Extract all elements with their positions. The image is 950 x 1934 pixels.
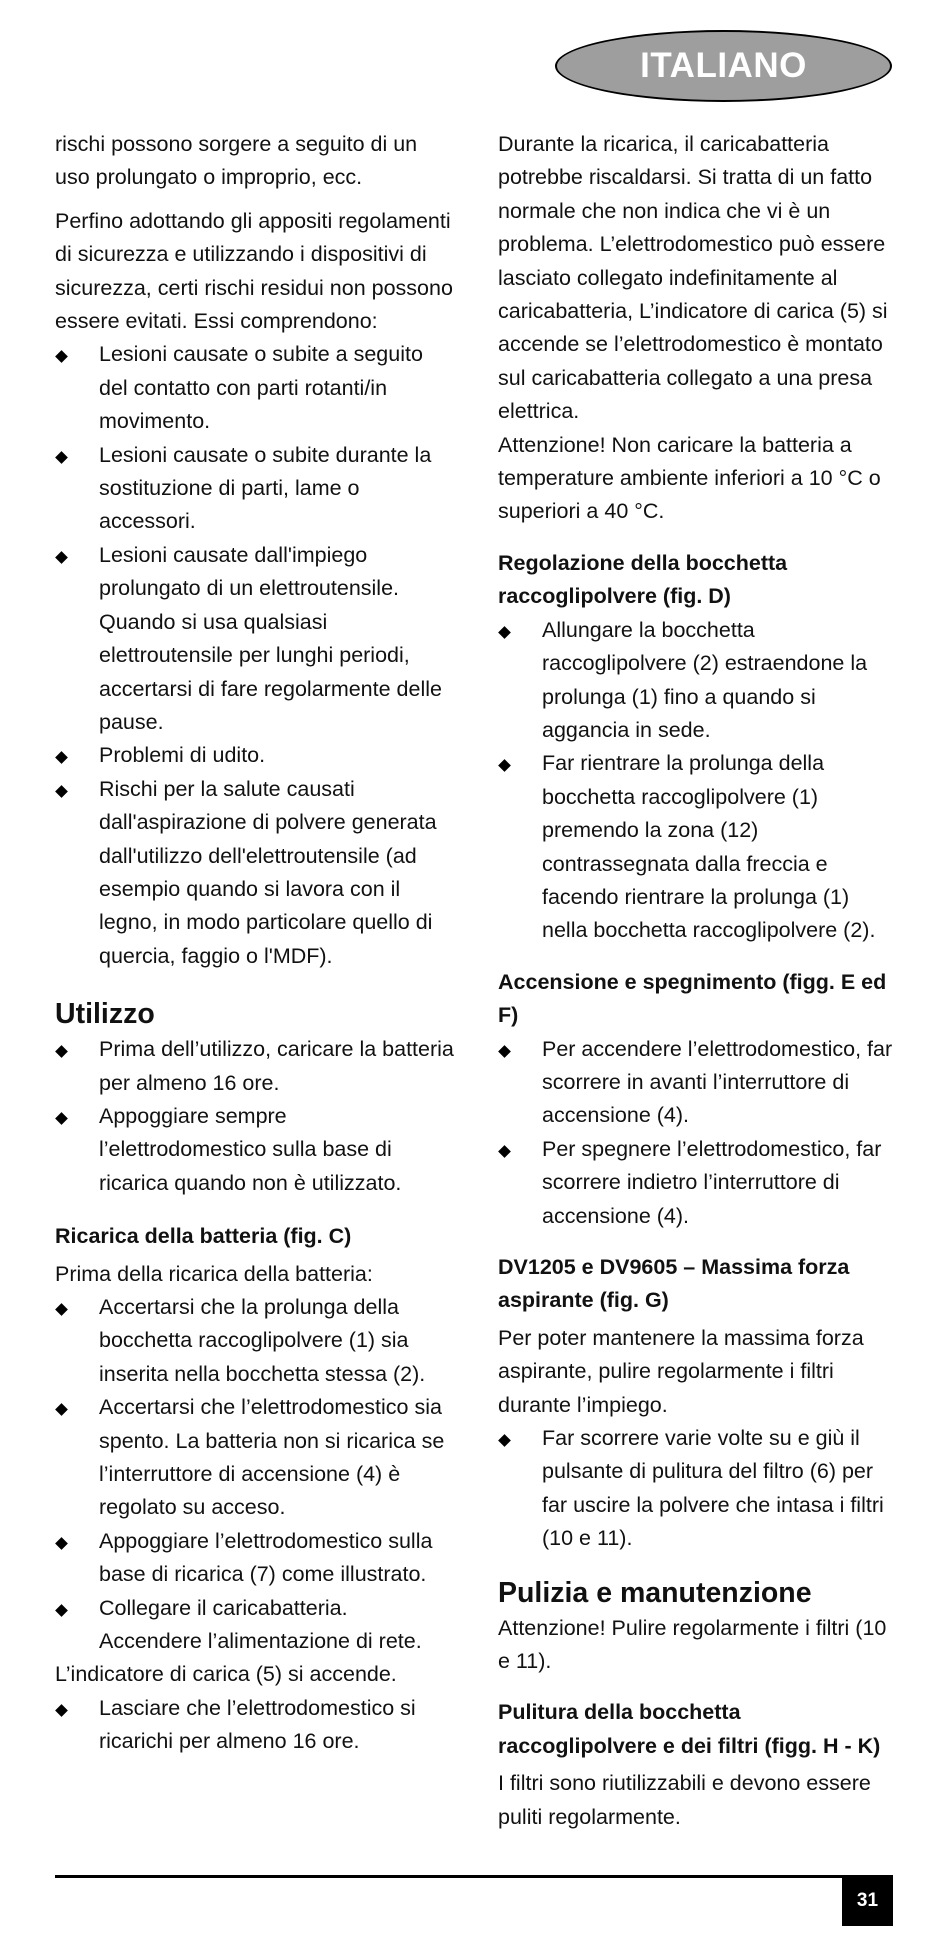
paragraph: rischi possono sorgere a seguito di un uso prolungato o improprio, ecc.	[55, 132, 418, 190]
diamond-bullet-icon	[55, 1403, 68, 1416]
subsection-heading-forza: DV1205 e DV9605 – Massima forza aspirante (fig. G)	[498, 1255, 850, 1313]
list-item: Accertarsi che la prolunga della bocchetta raccoglipolvere (1) sia inserita nella bocchetta stessa (2).	[55, 1291, 455, 1391]
ricarica-list	[55, 1291, 455, 1658]
list-item: Lesioni causate dall'impiego prolungato di un elettroutensile. Quando si usa qualsiasi elettroutensile per lunghi periodi, accertarsi di fare regolarmente delle pause.	[55, 539, 455, 739]
list-item: Appoggiare l’elettrodomestico sulla base di ricarica (7) come illustrato.	[55, 1525, 455, 1592]
list-item: Far scorrere varie volte su e giù il pulsante di pulitura del filtro (6) per far uscire la polvere che intasa i filtri (10 e 11).	[498, 1422, 898, 1556]
footer-rule	[55, 1875, 893, 1878]
section-heading-pulizia: Pulizia e manutenzione	[498, 1576, 812, 1609]
forza-list	[498, 1422, 898, 1556]
list-item: Accertarsi che l’elettrodomestico sia spento. La batteria non si ricarica se l’interruttore di accensione (4) è regolato su acceso.	[55, 1391, 455, 1525]
diamond-bullet-icon	[55, 1112, 68, 1125]
diamond-bullet-icon	[55, 1537, 68, 1550]
diamond-bullet-icon	[498, 1045, 511, 1058]
paragraph: Perfino adottando gli appositi regolamenti di sicurezza e utilizzando i dispositivi di sicurezza, certi rischi residui non possono essere evitati. Essi comprendono:	[55, 208, 453, 334]
list-item: Appoggiare sempre l’elettrodomestico sulla base di ricarica quando non è utilizzato.	[55, 1100, 455, 1200]
left-column	[55, 128, 455, 1759]
diamond-bullet-icon	[498, 759, 511, 772]
section-heading-utilizzo: Utilizzo	[55, 998, 155, 1031]
list-item: Far rientrare la prolunga della bocchetta raccoglipolvere (1) premendo la zona (12) contrassegnata dalla freccia e facendo rientrare la prolunga (1) nella bocchetta raccoglipolvere (2).	[498, 747, 898, 947]
list-item: Per accendere l’elettrodomestico, far scorrere in avanti l’interruttore di accensione (4).	[498, 1033, 898, 1133]
diamond-bullet-icon	[55, 785, 68, 798]
list-item: Prima dell’utilizzo, caricare la batteria per almeno 16 ore.	[55, 1033, 455, 1100]
diamond-bullet-icon	[55, 1045, 68, 1058]
ricarica-list-2	[55, 1692, 455, 1759]
utilizzo-list	[55, 1033, 455, 1200]
list-item: Collegare il caricabatteria. Accendere l’alimentazione di rete.	[55, 1592, 455, 1659]
list-item: Rischi per la salute causati dall'aspirazione di polvere generata dall'utilizzo dell'elettroutensile (ad esempio quando si lavora con il legno, in modo particolare quello di quercia, faggio o l'MDF).	[55, 773, 455, 973]
paragraph: Per poter mantenere la massima forza aspirante, pulire regolarmente i filtri durante l’impiego.	[498, 1325, 864, 1417]
diamond-bullet-icon	[55, 751, 68, 764]
subsection-heading-pulitura: Pulitura della bocchetta raccoglipolvere e dei filtri (figg. H - K)	[498, 1700, 881, 1758]
list-item: Lesioni causate o subite a seguito del contatto con parti rotanti/in movimento.	[55, 338, 455, 438]
diamond-bullet-icon	[55, 351, 68, 364]
accensione-list	[498, 1033, 898, 1233]
paragraph-warning: Attenzione! Non caricare la batteria a temperature ambiente inferiori a 10 °C o superiori a 40 °C.	[498, 432, 881, 524]
diamond-bullet-icon	[498, 1145, 511, 1158]
list-item: Allungare la bocchetta raccoglipolvere (2) estraendone la prolunga (1) fino a quando si aggancia in sede.	[498, 614, 898, 748]
paragraph-warning: Attenzione! Pulire regolarmente i filtri (10 e 11).	[498, 1615, 887, 1674]
risks-list	[55, 338, 455, 973]
list-item: Problemi di udito.	[55, 739, 455, 772]
paragraph: L’indicatore di carica (5) si accende.	[55, 1662, 397, 1687]
diamond-bullet-icon	[55, 551, 68, 564]
diamond-bullet-icon	[55, 451, 68, 464]
list-item: Lesioni causate o subite durante la sostituzione di parti, lame o accessori.	[55, 439, 455, 539]
diamond-bullet-icon	[55, 1704, 68, 1717]
regolazione-list	[498, 614, 898, 948]
diamond-bullet-icon	[55, 1303, 68, 1316]
diamond-bullet-icon	[498, 626, 511, 639]
subsection-heading-accensione: Accensione e spegnimento (figg. E ed F)	[498, 969, 887, 1028]
subsection-heading-regolazione: Regolazione della bocchetta raccoglipolvere (fig. D)	[498, 550, 788, 609]
paragraph: I filtri sono riutilizzabili e devono essere puliti regolarmente.	[498, 1771, 871, 1829]
diamond-bullet-icon	[498, 1434, 511, 1447]
diamond-bullet-icon	[55, 1604, 68, 1617]
list-item: Per spegnere l’elettrodomestico, far scorrere indietro l’interruttore di accensione (4).	[498, 1133, 898, 1233]
page-number: 31	[842, 1875, 893, 1926]
right-column	[498, 128, 898, 1834]
subsection-heading-ricarica: Ricarica della batteria (fig. C)	[55, 1224, 352, 1249]
language-badge	[555, 30, 892, 102]
list-item: Lasciare che l’elettrodomestico si ricarichi per almeno 16 ore.	[55, 1692, 455, 1759]
language-label: ITALIANO	[640, 46, 807, 85]
paragraph: Prima della ricarica della batteria:	[55, 1261, 373, 1286]
paragraph: Durante la ricarica, il caricabatteria potrebbe riscaldarsi. Si tratta di un fatto normale che non indica che vi è un problema. L’elettrodomestico può essere lasciato collegato indefinitamente al caricabatteria, L’indicatore di carica (5) si accende se l’elettrodomestico è montato sul caricabatteria collegato a una presa elettrica.	[498, 132, 888, 424]
